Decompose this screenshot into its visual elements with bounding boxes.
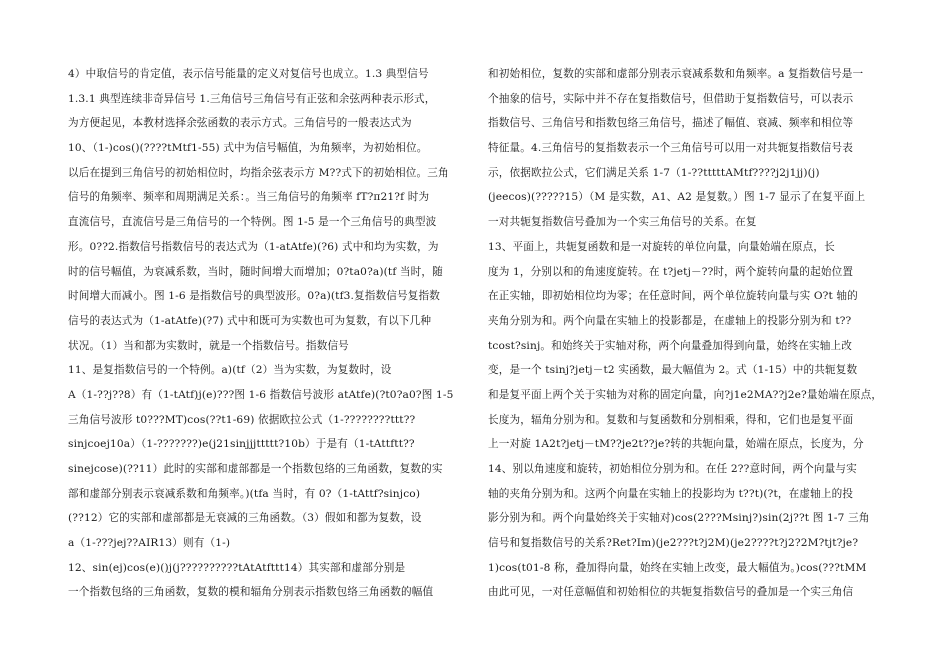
right-column-line: 轴的夹角分别为和。这两个向量在实轴上的投影均为 t??t)(?t，在虚轴上的投: [488, 487, 854, 500]
left-column-line: 状况。（1）当和都为实数时，就是一个指数信号。指数信号: [68, 339, 349, 352]
right-column-line: 信号和复指数信号的关系?Ret?Im)(je2???t?j2M)(je2????t?j2?2M?tjt?je?: [488, 537, 859, 550]
left-column-line: 部和虚部分别表示衰减系数和角频率。)(tfa 当时，有 0?（1-tAttf?sinjco): [68, 487, 421, 500]
right-column-line: 一对共轭复指数信号叠加为一个实三角信号的关系。在复: [488, 216, 757, 229]
right-column-line: 上一对旋 1A2t?jetj－tM??je2t??je?转的共轭向量，始端在原点，长度为，分: [488, 438, 864, 451]
left-column-line: (??12）它的实部和虚部都是无衰减的三角函数。（3）假如和都为复数，设: [68, 512, 422, 525]
right-column-line: 1)cos(t01-8 称，叠加得向量，始终在实轴上改变，最大幅值为。)cos(???tMM: [488, 561, 867, 574]
left-column-line: sinjcoej10a）（1-???????)e(j21sinjjjttttt?10b）于是有（1-tAttftt??: [68, 438, 415, 451]
left-column-line: 信号的角频率、频率和周期满足关系：。当三角信号的角频率 fT?π21?f 时为: [68, 191, 430, 204]
right-column-line: 影分别为和。两个向量始终关于实轴对)cos(2???Msinj?)sin(2j??t 图 1-7 三角: [488, 512, 870, 525]
left-column-line: 直流信号，直流信号是三角信号的一个特例。图 1-5 是一个三角信号的典型波: [68, 216, 437, 229]
right-column-line: 指数信号、三角信号和指数包络三角信号，描述了幅值、衰减、频率和相位等: [488, 117, 854, 130]
left-column-line: 三角信号波形 t0???MT)cos(??t1-69) 依据欧拉公式（1-????????ttt??: [68, 413, 416, 426]
left-text-column: [68, 62, 472, 605]
left-column-line: sinejcose)(??11）此时的实部和虚部都是一个指数包络的三角函数，复数的实: [68, 463, 443, 475]
left-column-line: 以后在提到三角信号的初始相位时，均指余弦表示方 M??式下的初始相位。三角: [68, 166, 449, 179]
right-column-line: 长度为，辐角分别为和。复数和与复函数和分别相乘，得和，它们也是复平面: [488, 413, 854, 426]
right-column-line: 特征量。4.三角信号的复指数表示一个三角信号可以用一对共轭复指数信号表: [488, 142, 853, 155]
left-column-line: 一个指数包络的三角函数，复数的模和辐角分别表示指数包络三角函数的幅值: [68, 586, 434, 599]
right-column-line: 个抽象的信号，实际中并不存在复指数信号，但借助于复指数信号，可以表示: [488, 92, 854, 105]
left-column-line: 12、sin(ej)cos(e)()j(j??????????tAtAtfttt14）其实部和虚部分别是: [68, 561, 406, 574]
right-column-line: 14、别以角速度和旋转，初始相位分别为和。在任 2??意时间，两个向量与实: [488, 463, 857, 475]
right-column-line: 夹角分别为和。两个向量在实轴上的投影都是，在虚轴上的投影分别为和 t??: [488, 314, 852, 327]
right-column-line: 和初始相位，复数的实部和虚部分别表示衰减系数和角频率。a 复指数信号是一: [488, 68, 864, 80]
left-column-line: 1.3.1 典型连续非奇异信号 1.三角信号三角信号有正弦和余弦两种表示形式，: [68, 92, 436, 105]
right-column-line: 在正实轴，即初始相位均为零；在任意时间，两个单位旋转向量与实 O?t 轴的: [488, 290, 858, 303]
right-column-line: (jeecos)(?????15）（M 是实数，A1、A2 是复数。）图 1-7 显示了在复平面上: [488, 191, 866, 204]
right-column-line: tcost?sinj。和始终关于实轴对称，两个向量叠加得到向量，始终在实轴上改: [488, 339, 852, 352]
left-column-line: 时的信号幅值，为衰减系数，当时，随时间增大而增加；0?ta0?a)(tf 当时，随: [68, 265, 443, 278]
left-column-line: 时间增大而减小。图 1-6 是指数信号的典型波形。0?a)(tf3.复指数信号复指数: [68, 290, 441, 303]
left-column-line: 形。0??2.指数信号指数信号的表达式为（1-atAtfe)(?6) 式中和均为实数，为: [68, 240, 439, 253]
right-column-line: 和是复平面上两个关于实轴为对称的固定向量，向?j1e2MA??j2e?量始端在原点，: [488, 388, 883, 401]
right-column-line: 由此可见，一对任意幅值和初始相位的共轭复指数信号的叠加是一个实三角信: [488, 586, 854, 599]
left-column-line: 10、（1-)cos()(????tMtf1-55) 式中为信号幅值，为角频率，为初始相位。: [68, 142, 428, 155]
right-column-line: 示，依据欧拉公式，它们满足关系 1-7（1-??tttttAMtf????j2j1jj)(j): [488, 166, 820, 179]
left-column-line: 为方便起见，本教材选择余弦函数的表示方式。三角信号的一般表达式为: [68, 117, 412, 130]
left-column-line: A（1-??j??8）有（1-tAtf)j(e)???图 1-6 指数信号波形 atAtfe)(?t0?a0?图 1-5: [68, 388, 454, 401]
left-column-line: 4）中取信号的肯定值，表示信号能量的定义对复信号也成立。1.3 典型信号: [68, 68, 429, 80]
right-column-line: 变，是一个 tsinj?jetj－t2 实函数，最大幅值为 2。式（1-15）中的共轭复数: [488, 364, 858, 377]
left-column-line: 11、是复指数信号的一个特例。a)(tf（2）当为实数，为复数时，设: [68, 364, 392, 377]
right-column-line: 13、平面上，共轭复函数和是一对旋转的单位向量，向量始端在原点，长: [488, 240, 835, 253]
right-column-line: 度为 1，分别以和的角速度旋转。在 t?jetj－??时，两个旋转向量的起始位置: [488, 265, 854, 278]
left-column-line: 信号的表达式为（1-atAtfe)(?7) 式中和既可为实数也可为复数，有以下几种: [68, 314, 432, 327]
left-column-line: a（1-???jej??AIR13）则有（1-): [68, 537, 231, 550]
right-text-column: [488, 62, 886, 605]
